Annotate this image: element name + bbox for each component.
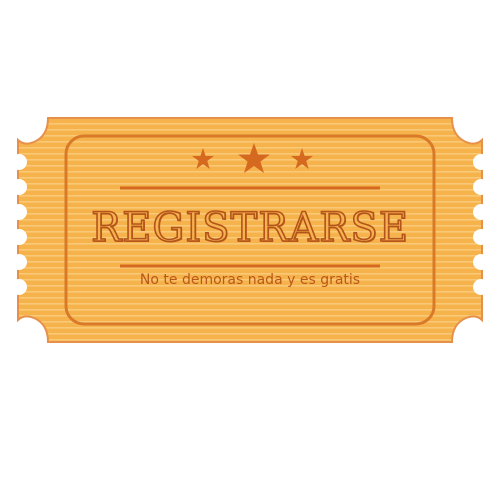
register-subtitle: No te demoras nada y es gratis — [139, 272, 361, 288]
register-title[interactable]: REGISTRARSE — [91, 205, 409, 251]
